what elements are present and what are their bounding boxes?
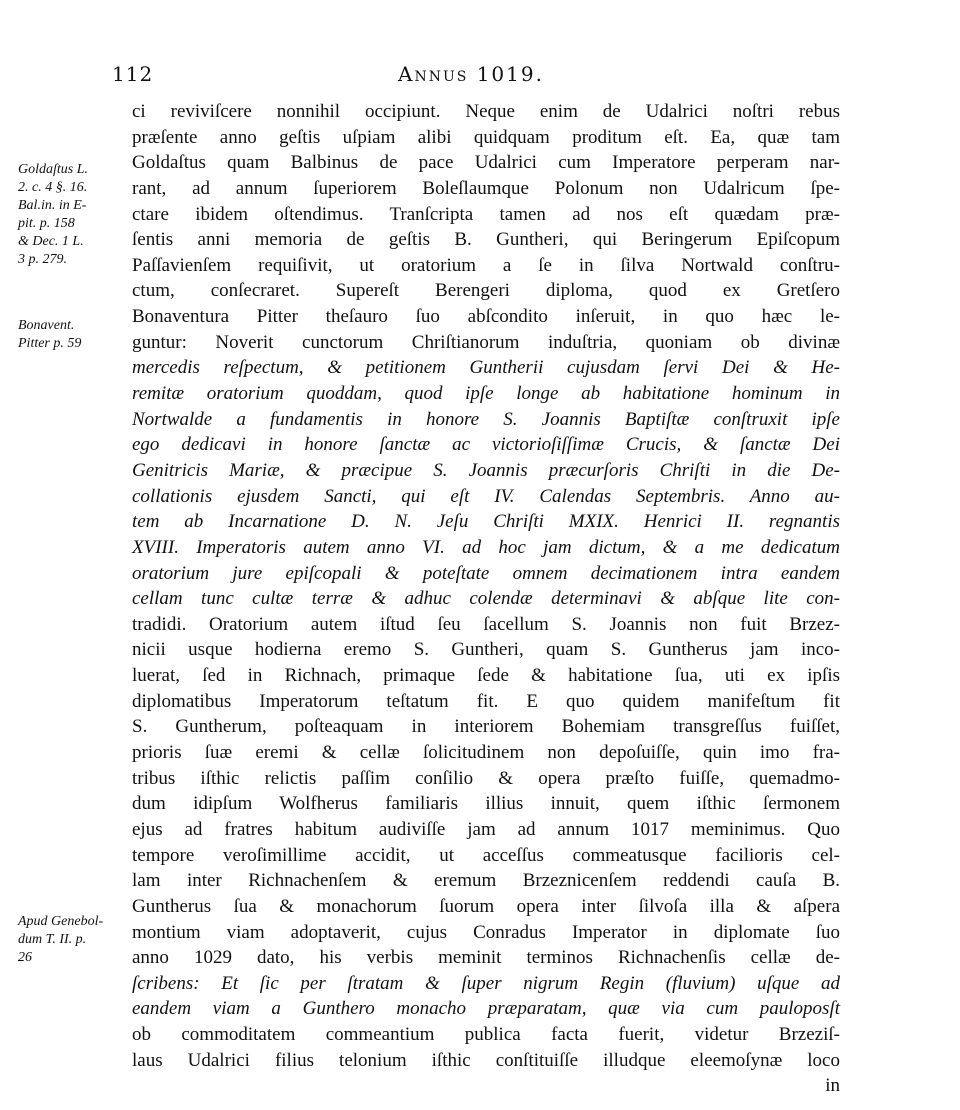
- text-line: præſente anno geſtis uſpiam alibi quidquam proditum eſt. Ea, quæ tam: [132, 126, 840, 148]
- text-line: diplomatibus Imperatorum teſtatum fit. E quo quidem manifeſtum fit: [132, 690, 840, 712]
- text-line: lam inter Richnachenſem & eremum Brzeznicenſem reddendi cauſa B.: [132, 870, 840, 892]
- text-line: ejus ad fratres habitum audiviſſe jam ad annum 1017 meminimus. Quo: [132, 818, 840, 840]
- margin-note-goldastus: [18, 161, 130, 269]
- text-line: S. Guntherum, poſteaquam in interiorem Bohemiam transgreſſus fuiſſet,: [132, 716, 840, 738]
- margin-note-line: 3 p. 279.: [18, 252, 67, 267]
- text-line: ſentis anni memoria de geſtis B. Guntheri, qui Beringerum Epiſcopum: [132, 229, 840, 251]
- text-line: Goldaſtus quam Balbinus de pace Udalrici cum Imperatore perperam nar-: [132, 152, 840, 174]
- text-line: ſcribens: Et ſic per ſtratam & ſuper nigrum Regin (fluvium) uſque ad: [132, 972, 840, 994]
- text-line: eandem viam a Gunthero monacho præparatam, quæ via cum pauloposſt: [132, 998, 840, 1020]
- margin-note-line: Bonavent.: [18, 318, 75, 333]
- margin-note-genebold: [18, 913, 130, 967]
- text-line: anno 1029 dato, his verbis meminit terminos Richnachenſis cellæ de-: [132, 947, 840, 969]
- text-line: Guntherus ſua & monachorum ſuorum opera inter ſilvoſa illa & aſpera: [132, 895, 840, 917]
- text-line: tempore veroſimillime accidit, ut acceſſus commeatusque facilioris cel-: [132, 844, 840, 866]
- running-head: Annus 1019.: [398, 62, 544, 86]
- text-line: Paſſavienſem requiſivit, ut oratorium a ſe in ſilva Nortwald conſtru-: [132, 254, 840, 276]
- page-number: 112: [112, 62, 154, 86]
- page-header: [0, 62, 960, 92]
- text-line: Genitricis Mariæ, & præcipue S. Joannis præcurſoris Chriſti in die De-: [132, 459, 840, 481]
- margin-note-bonaventura: [18, 317, 130, 353]
- text-line: ctum, conſecraret. Supereſt Berengeri diploma, quod ex Gretſero: [132, 280, 840, 302]
- margin-note-line: Goldaſtus L.: [18, 162, 89, 177]
- text-line: tribus iſthic relictis paſſim conſilio & opera præſto fuiſſe, quemadmo-: [132, 767, 840, 789]
- text-line: nicii usque hodierna eremo S. Guntheri, quam S. Guntherus jam inco-: [132, 639, 840, 661]
- text-line: ci reviviſcere nonnihil occipiunt. Neque enim de Udalrici noſtri rebus: [132, 101, 840, 122]
- text-line: Bonaventura Pitter theſauro ſuo abſcondito inſeruit, in quo hæc le-: [132, 306, 840, 328]
- margin-note-line: Apud Genebol-: [18, 914, 104, 929]
- text-line: prioris ſuæ eremi & cellæ ſolicitudinem non depoſuiſſe, quin imo fra-: [132, 742, 840, 764]
- body-text: [132, 99, 840, 1099]
- margin-note-line: Bal.in. in E-: [18, 198, 87, 213]
- margin-note-line: pit. p. 158: [18, 216, 75, 231]
- text-line: remitæ oratorium quoddam, quod ipſe longe ab habitatione hominum in: [132, 383, 840, 405]
- text-line: dum idipſum Wolfherus familiaris illius innuit, quem iſthic ſermonem: [132, 793, 840, 815]
- text-line: collationis ejusdem Sancti, qui eſt IV. Calendas Septembris. Anno au-: [132, 485, 840, 507]
- text-line: montium viam adoptaverit, cujus Conradus Imperator in diplomate ſuo: [132, 921, 840, 943]
- text-line: guntur: Noverit cunctorum Chriſtianorum induſtria, quoniam ob divinæ: [132, 331, 840, 353]
- text-line: luerat, ſed in Richnach, primaque ſede & habitatione ſua, uti ex ipſis: [132, 665, 840, 687]
- margin-note-line: 26: [18, 950, 32, 965]
- text-line: rant, ad annum ſuperiorem Boleſlaumque Polonum non Udalricum ſpe-: [132, 177, 840, 199]
- text-line: oratorium jure epiſcopali & poteſtate omnem decimationem intra eandem: [132, 562, 840, 584]
- text-line: tradidi. Oratorium autem iſtud ſeu ſacellum S. Joannis non fuit Brzez-: [132, 613, 840, 635]
- margin-note-line: dum T. II. p.: [18, 932, 87, 947]
- text-line: mercedis reſpectum, & petitionem Guntherii cujusdam ſervi Dei & He-: [132, 357, 840, 379]
- text-line: ctare ibidem oſtendimus. Tranſcripta tamen ad nos eſt quædam præ-: [132, 203, 840, 225]
- margin-note-line: Pitter p. 59: [18, 336, 82, 351]
- text-line: laus Udalrici filius telonium iſthic conſtituiſſe illudque eleemoſynæ loco: [132, 1049, 840, 1071]
- text-line: Nortwalde a fundamentis in honore S. Joannis Baptiſtæ conſtruxit ipſe: [132, 408, 840, 430]
- text-line: cellam tunc cultæ terræ & adhuc colendæ determinavi & abſque lite con-: [132, 588, 840, 610]
- catchword: in: [825, 1075, 840, 1097]
- margin-note-line: 2. c. 4 §. 16.: [18, 180, 88, 195]
- margin-note-line: & Dec. 1 L.: [18, 234, 84, 249]
- text-line: ego dedicavi in honore ſanctæ ac victorioſiſſimæ Crucis, & ſanctæ Dei: [132, 434, 840, 456]
- text-line: tem ab Incarnatione D. N. Jeſu Chriſti MXIX. Henrici II. regnantis: [132, 511, 840, 533]
- text-line: ob commoditatem commeantium publica facta fuerit, videtur Brzeziſ-: [132, 1024, 840, 1046]
- text-line: XVIII. Imperatoris autem anno VI. ad hoc jam dictum, & a me dedicatum: [132, 536, 840, 558]
